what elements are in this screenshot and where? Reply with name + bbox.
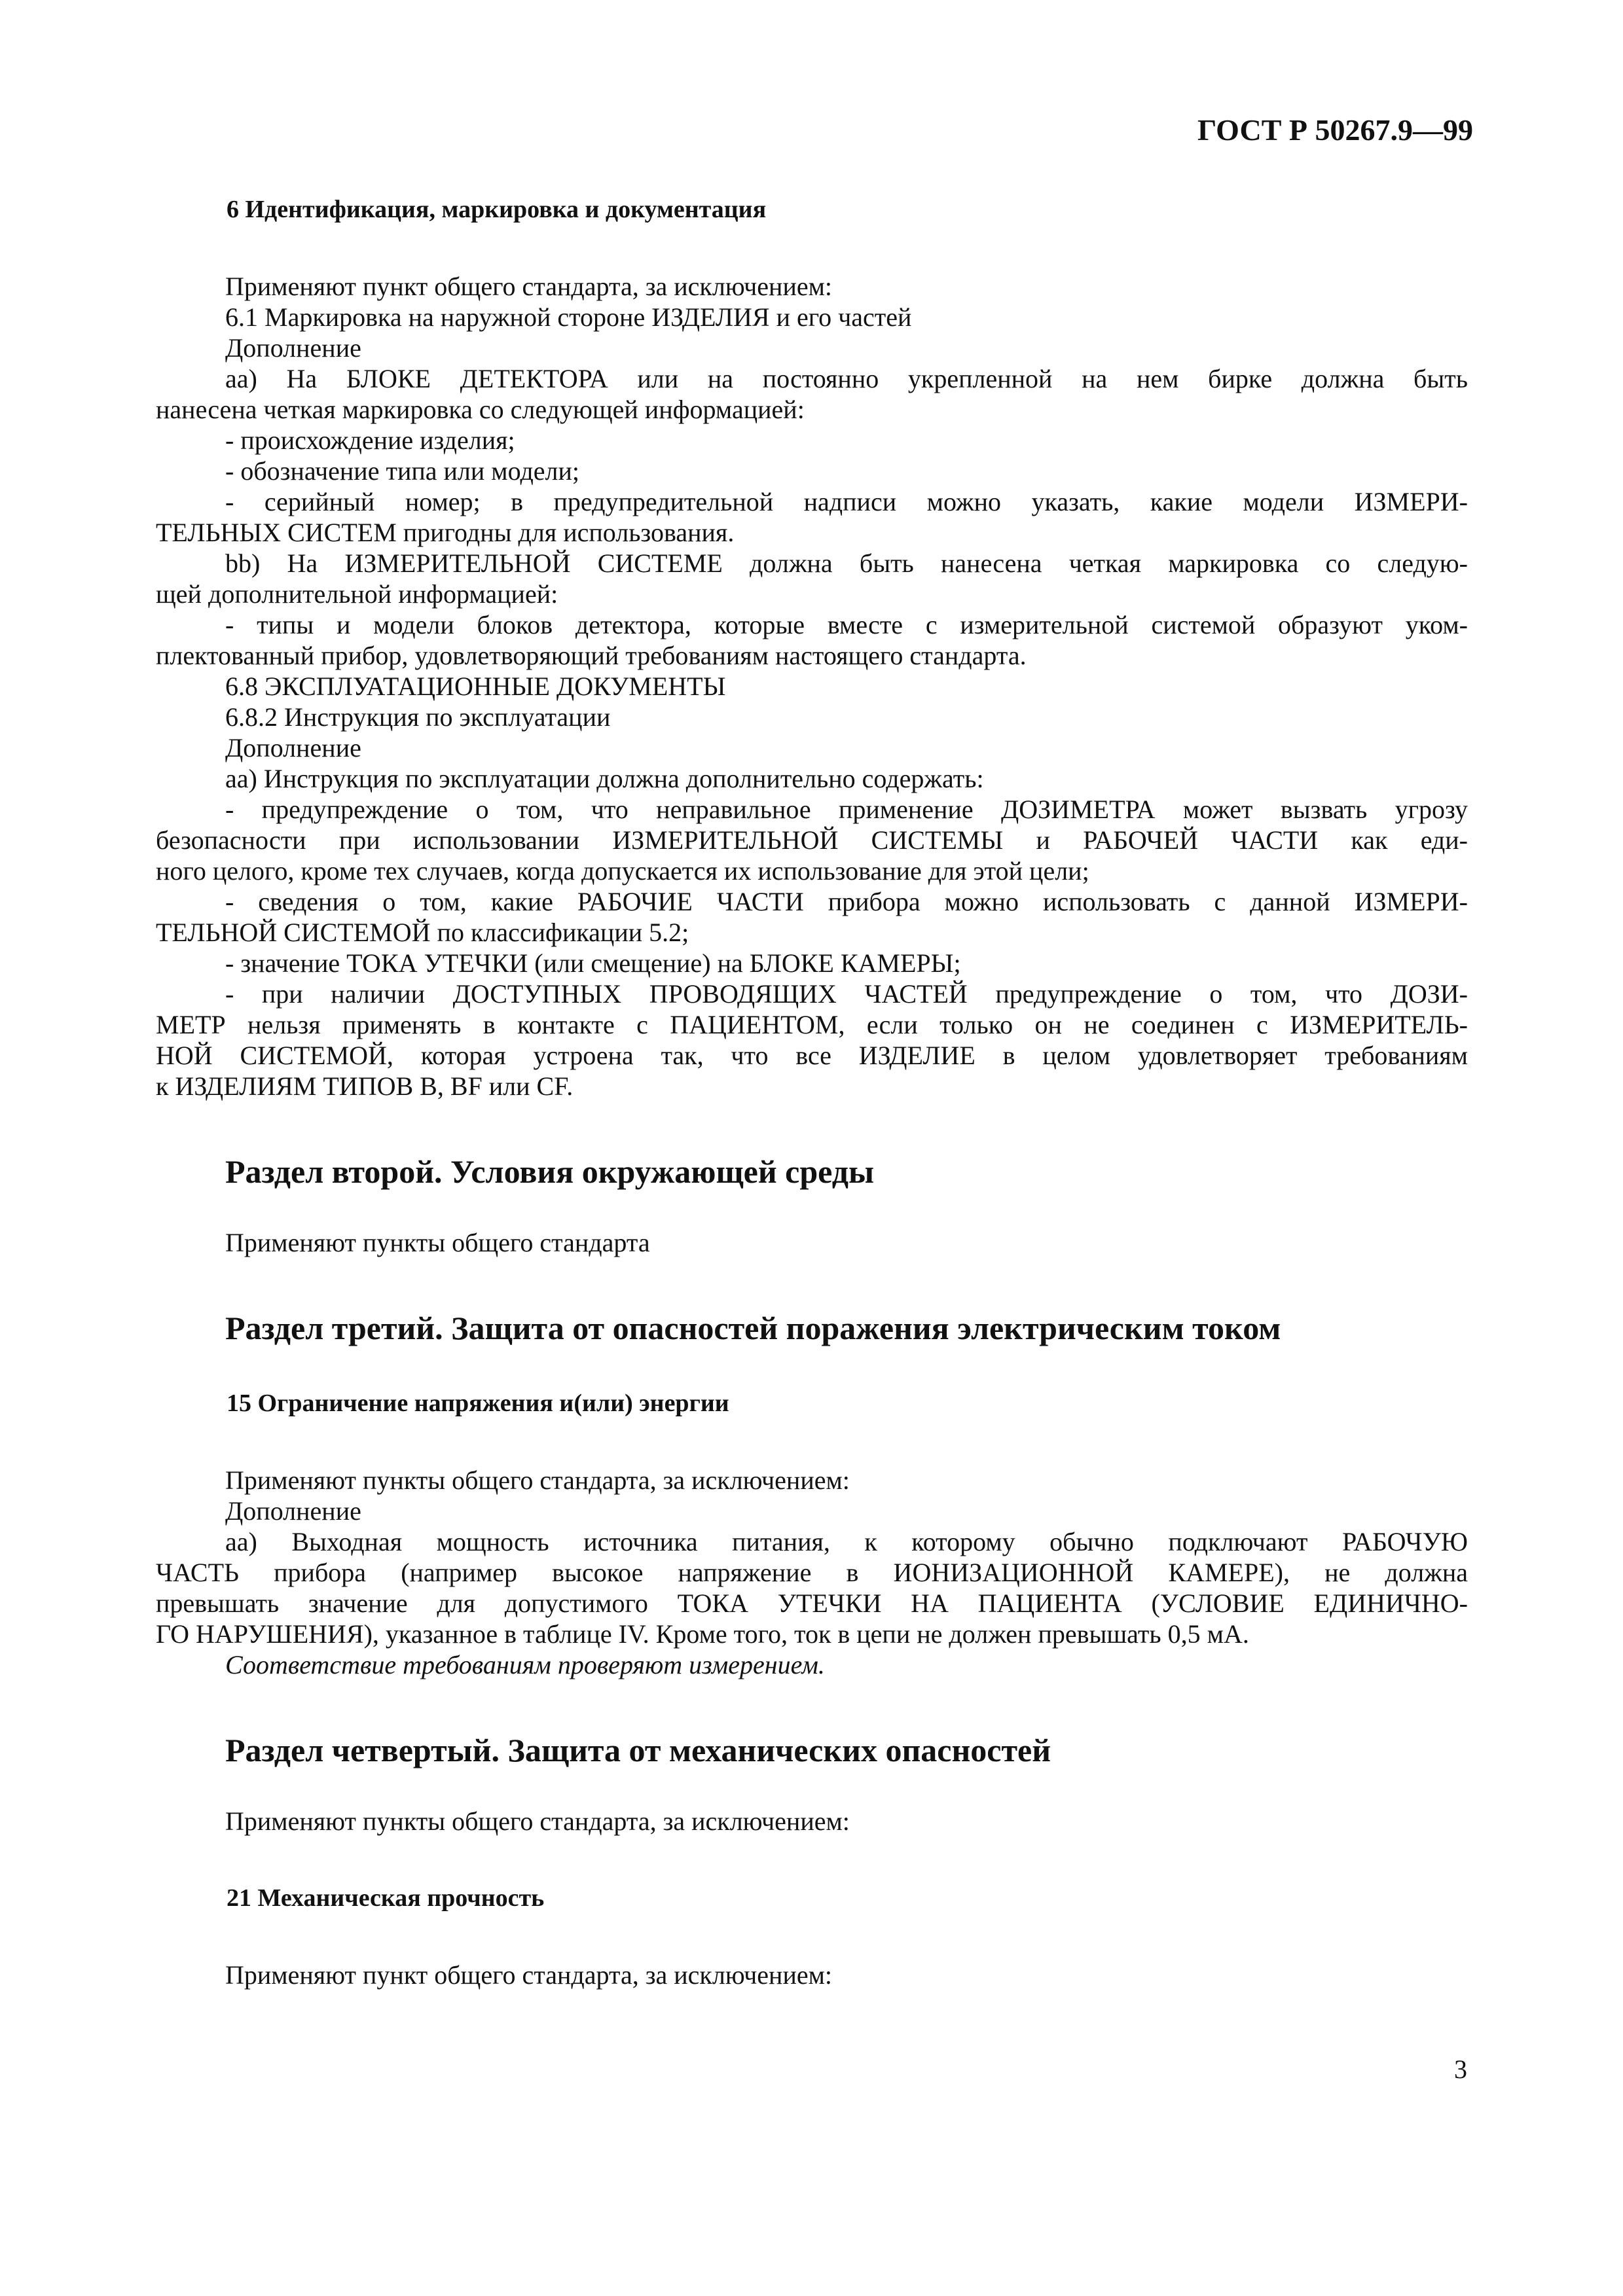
paragraph-line: ТЕЛЬНОЙ СИСТЕМОЙ по классификации 5.2; bbox=[156, 918, 689, 947]
section-6-title: 6 Идентификация, маркировка и документация bbox=[227, 196, 767, 223]
paragraph-line: ЧАСТЬ прибора (например высокое напряжение в ИОНИЗАЦИОННОЙ КАМЕРЕ), не должна bbox=[156, 1558, 1468, 1587]
compliance-note: Соответствие требованиям проверяют измерением. bbox=[225, 1650, 825, 1679]
part-2-title: Раздел второй. Условия окружающей среды bbox=[225, 1153, 875, 1190]
paragraph-line: Применяют пункты общего стандарта, за исключением: bbox=[225, 1465, 850, 1495]
paragraph-line: Применяют пункты общего стандарта bbox=[225, 1228, 650, 1257]
paragraph-line: Применяют пункт общего стандарта, за исключением: bbox=[225, 272, 833, 301]
addition-label: Дополнение bbox=[225, 733, 361, 762]
paragraph-line: bb) На ИЗМЕРИТЕЛЬНОЙ СИСТЕМЕ должна быть нанесена четкая маркировка со следую- bbox=[225, 548, 1468, 578]
section-21-title: 21 Механическая прочность bbox=[227, 1884, 545, 1912]
paragraph-line: МЕТР нельзя применять в контакте с ПАЦИЕНТОМ, если только он не соединен с ИЗМЕРИТЕЛЬ- bbox=[156, 1010, 1468, 1039]
paragraph-line: щей дополнительной информацией: bbox=[156, 579, 558, 609]
paragraph-line: аа) На БЛОКЕ ДЕТЕКТОРА или на постоянно укрепленной на нем бирке должна быть bbox=[225, 364, 1468, 393]
paragraph-line: ТЕЛЬНЫХ СИСТЕМ пригодны для использования. bbox=[156, 518, 735, 547]
paragraph-line: превышать значение для допустимого ТОКА УТЕЧКИ НА ПАЦИЕНТА (УСЛОВИЕ ЕДИНИЧНО- bbox=[156, 1588, 1468, 1618]
clause-heading: 6.1 Маркировка на наружной стороне ИЗДЕЛИЯ и его частей bbox=[225, 302, 912, 332]
list-item: - происхождение изделия; bbox=[225, 425, 515, 455]
paragraph-line: Применяют пункты общего стандарта, за исключением: bbox=[225, 1806, 850, 1836]
part-3-title: Раздел третий. Защита от опасностей поражения электрическим током bbox=[225, 1310, 1281, 1346]
clause-heading: 6.8 ЭКСПЛУАТАЦИОННЫЕ ДОКУМЕНТЫ bbox=[225, 672, 726, 701]
addition-label: Дополнение bbox=[225, 1496, 361, 1526]
paragraph-line: плектованный прибор, удовлетворяющий требованиям настоящего стандарта. bbox=[156, 641, 1027, 670]
paragraph-line: Применяют пункт общего стандарта, за исключением: bbox=[225, 1960, 833, 1990]
paragraph-line: ного целого, кроме тех случаев, когда допускается их использование для этой цели; bbox=[156, 856, 1089, 886]
list-item: - значение ТОКА УТЕЧКИ (или смещение) на БЛОКЕ КАМЕРЫ; bbox=[225, 948, 961, 978]
paragraph-line: аа) Инструкция по эксплуатации должна дополнительно содержать: bbox=[225, 764, 984, 793]
page-content bbox=[156, 190, 1468, 1990]
list-item: - обозначение типа или модели; bbox=[225, 456, 580, 486]
paragraph-line: нанесена четкая маркировка со следующей информацией: bbox=[156, 395, 805, 424]
list-item: - при наличии ДОСТУПНЫХ ПРОВОДЯЩИХ ЧАСТЕЙ предупреждение о том, что ДОЗИ- bbox=[225, 979, 1468, 1009]
clause-heading: 6.8.2 Инструкция по эксплуатации bbox=[225, 702, 611, 732]
paragraph-line: безопасности при использовании ИЗМЕРИТЕЛЬНОЙ СИСТЕМЫ и РАБОЧЕЙ ЧАСТИ как еди- bbox=[156, 825, 1468, 855]
list-item: - серийный номер; в предупредительной надписи можно указать, какие модели ИЗМЕРИ- bbox=[225, 487, 1468, 516]
page-number: 3 bbox=[1454, 2054, 1467, 2084]
list-item: - сведения о том, какие РАБОЧИЕ ЧАСТИ прибора можно использовать с данной ИЗМЕРИ- bbox=[225, 887, 1468, 916]
addition-label: Дополнение bbox=[225, 333, 361, 363]
section-15-title: 15 Ограничение напряжения и(или) энергии bbox=[227, 1390, 729, 1417]
paragraph-line: аа) Выходная мощность источника питания, к которому обычно подключают РАБОЧУЮ bbox=[225, 1527, 1468, 1556]
list-item: - предупреждение о том, что неправильное применение ДОЗИМЕТРА может вызвать угрозу bbox=[225, 795, 1468, 824]
paragraph-line: ГО НАРУШЕНИЯ), указанное в таблице IV. Кроме того, ток в цепи не должен превышать 0,5 мА. bbox=[156, 1619, 1249, 1649]
paragraph-line: к ИЗДЕЛИЯМ ТИПОВ B, BF или CF. bbox=[156, 1071, 574, 1101]
document-id: ГОСТ Р 50267.9—99 bbox=[1197, 113, 1473, 147]
list-item: - типы и модели блоков детектора, которые вместе с измерительной системой образуют уком- bbox=[225, 610, 1468, 639]
part-4-title: Раздел четвертый. Защита от механических опасностей bbox=[225, 1732, 1051, 1768]
paragraph-line: НОЙ СИСТЕМОЙ, которая устроена так, что все ИЗДЕЛИЕ в целом удовлетворяет требованиям bbox=[156, 1041, 1468, 1070]
